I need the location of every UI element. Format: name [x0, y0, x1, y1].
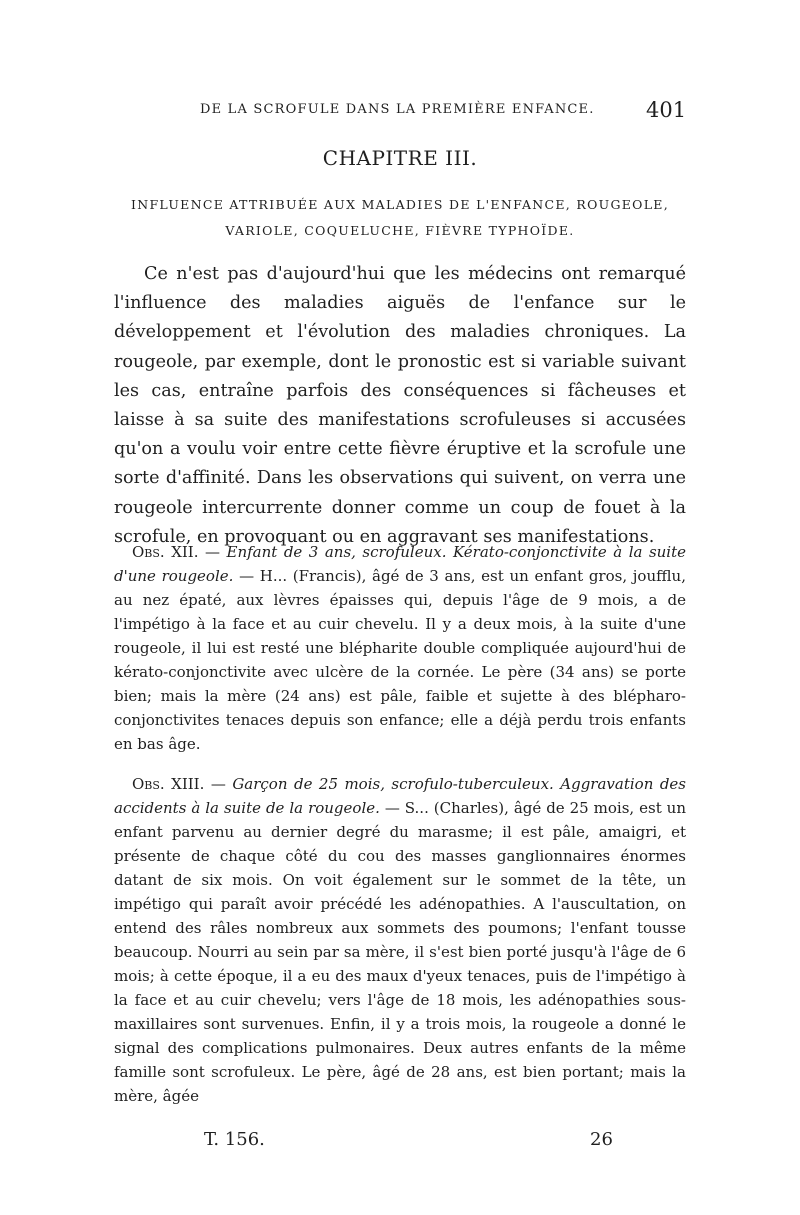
chapter-title: CHAPITRE III.	[322, 146, 478, 170]
chapter-subtitle-line-2: VARIOLE, COQUELUCHE, FIÈVRE TYPHOÏDE.	[225, 223, 575, 238]
observation-body: — S... (Charles), âgé de 25 mois, est un enfant parvenu au dernier degré du marasme; il est pâle, amaigri, et présente de chaque côté du cou des masses ganglionnaires énormes datant de six mois. On voit également sur le sommet de la tête, un impétigo qui paraît avoir précédé les adénopathies. A l'auscultation, on entend des râles nombreux aux sommets des poumons; l'enfant tousse beaucoup. Nourri au sein par sa mère, il s'est bien porté jusqu'à l'âge de 6 mois; à cette époque, il a eu des maux d'yeux tenaces, puis de l'impétigo à la face et au cuir chevelu; vers l'âge de 18 mois, les adénopathies sous-maxillaires sont survenues. Enfin, il y a trois mois, la rougeole a donné le signal des complications pulmonaires. Deux autres enfants de la même famille sont scrofuleux. Le père, âgé de 28 ans, est bien portant; mais la mère, âgée	[114, 799, 687, 1105]
observation-label: Obs. XIII.	[132, 775, 205, 793]
observation-dash: —	[204, 775, 233, 793]
chapter-subtitle-line-1: INFLUENCE ATTRIBUÉE AUX MALADIES DE L'ENFANCE, ROUGEOLE,	[130, 197, 670, 212]
chapter-subtitle	[110, 192, 690, 244]
intro-paragraph: Ce n'est pas d'aujourd'hui que les médecins ont remarqué l'influence des maladies aiguës de l'enfance sur le développement et l'évolution des maladies chroniques. La rougeole, par exemple, dont le pronostic est si variable suivant les cas, entraîne parfois des conséquences si fâcheuses et laisse à sa suite des manifestations scrofuleuses si accusées qu'on a voulu voir entre cette fièvre éruptive et la scrofule une sorte d'affinité. Dans les observations qui suivent, on verra une rougeole intercurrente donner comme un coup de fouet à la scrofule, en provoquant ou en aggravant ses manifestations.	[114, 264, 686, 547]
footer-sheet-number: 26	[590, 1129, 613, 1150]
observation-xii	[114, 540, 686, 756]
observation-dash: —	[198, 543, 227, 561]
page-number: 401	[646, 98, 687, 122]
observation-label: Obs. XII.	[132, 543, 199, 561]
footer-signature: T. 156.	[204, 1129, 265, 1150]
running-header: DE LA SCROFULE DANS LA PREMIÈRE ENFANCE.	[200, 102, 595, 117]
observation-body: — H... (Francis), âgé de 3 ans, est un enfant gros, joufflu, au nez épaté, aux lèvres épaisses qui, depuis l'âge de 9 mois, a de l'impétigo à la face et au cuir chevelu. Il y a deux mois, à la suite d'une rougeole, il lui est resté une blépharite double compliquée aujourd'hui de kérato-conjonctivite avec ulcère de la cornée. Le père (34 ans) se porte bien; mais la mère (24 ans) est pâle, faible et sujette à des blépharo-conjonctivites tenaces depuis son enfance; elle a déjà perdu trois enfants en bas âge.	[114, 567, 686, 753]
observation-title: Enfant de 3 ans, scrofuleux. Kérato-conjonctivite à la suite d'une rougeole.	[114, 543, 687, 585]
observation-title: Garçon de 25 mois, scrofulo-tuberculeux. Aggravation des accidents à la suite de la rougeole.	[114, 775, 686, 817]
observation-xiii	[114, 772, 686, 1108]
